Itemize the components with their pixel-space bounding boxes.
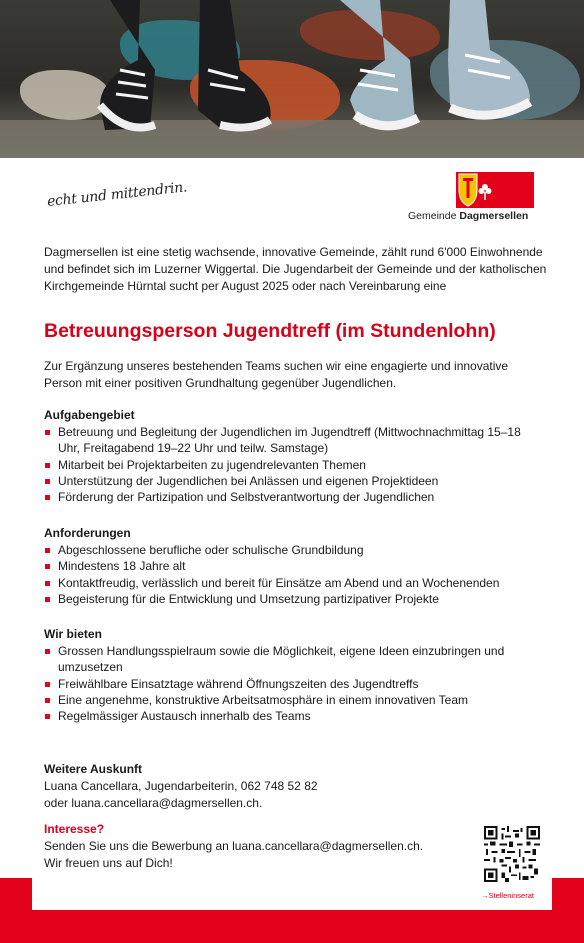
job-title: Betreuungsperson Jugendtreff (im Stundenlohn): [44, 320, 496, 342]
coat-of-arms-icon: [456, 172, 494, 208]
contact-email-line: oder luana.cancellara@dagmersellen.ch.: [44, 796, 263, 810]
contact-line: Luana Cancellara, Jugendarbeiterin, 062 748 52 82: [44, 779, 318, 793]
list-item: Eine angenehme, konstruktive Arbeitsatmosphäre in einem innovativen Team: [44, 692, 544, 708]
list-item: Mitarbeit bei Projektarbeiten zu jugendrelevanten Themen: [44, 457, 544, 473]
list-aufgabengebiet: [44, 424, 544, 505]
sneaker-image: [300, 0, 560, 140]
list-item: Mindestens 18 Jahre alt: [44, 558, 544, 574]
list-item: Förderung der Partizipation und Selbstverantwortung der Jugendlichen: [44, 489, 544, 505]
contact-heading: Weitere Auskunft: [44, 762, 143, 776]
qr-caption: →Stelleninserat: [481, 891, 534, 900]
application-text: Senden Sie uns die Bewerbung an luana.cancellara@dagmersellen.ch.: [44, 839, 424, 853]
closing-text: Wir freuen uns auf Dich!: [44, 856, 173, 870]
list-item: Kontaktfreudig, verlässlich und bereit für Einsätze am Abend und an Wochenenden: [44, 575, 544, 591]
list-item: Abgeschlossene berufliche oder schulische Grundbildung: [44, 542, 544, 558]
section-heading-anforderungen: Anforderungen: [44, 526, 131, 540]
team-text: Zur Ergänzung unseres bestehenden Teams suchen wir eine engagierte und innovative Person mit einer positiven Grundhaltung gegenüber Jugendlichen.: [44, 359, 509, 390]
list-wir-bieten: [44, 643, 544, 724]
section-heading-aufgabengebiet: Aufgabengebiet: [44, 408, 135, 422]
list-item: Regelmässiger Austausch innerhalb des Teams: [44, 708, 544, 724]
logo-text: Gemeinde Dagmersellen: [408, 210, 529, 222]
list-item: Grossen Handlungsspielraum sowie die Möglichkeit, eigene Ideen einzubringen und umzusetzen: [44, 643, 544, 676]
slogan: echt und mittendrin.: [46, 179, 188, 210]
header-photo: [0, 0, 584, 158]
list-item: Freiwählbare Einsatztage während Öffnungszeiten des Jugendtreffs: [44, 676, 544, 692]
section-heading-wir-bieten: Wir bieten: [44, 627, 102, 641]
list-item: Betreuung und Begleitung der Jugendlichen im Jugendtreff (Mittwochnachmittag 15–18 Uhr, Freitagabend 19–22 Uhr und teilw. Samstage): [44, 424, 544, 457]
sneaker-image: [80, 0, 280, 135]
interest-heading: Interesse?: [44, 822, 105, 836]
intro-text: Dagmersellen ist eine stetig wachsende, innovative Gemeinde, zählt rund 6'000 Einwohnende und befindet sich im Luzerner Wiggertal. Die Jugendarbeit der Gemeinde und der katholischen Kirchgemeinde Hürntal sucht per August 2025 oder nach Vereinbarung eine: [44, 245, 547, 293]
list-item: Unterstützung der Jugendlichen bei Anlässen und eigenen Projektideen: [44, 473, 544, 489]
list-anforderungen: [44, 542, 544, 607]
list-item: Begeisterung für die Entwicklung und Umsetzung partizipativer Projekte: [44, 591, 544, 607]
qr-code[interactable]: [484, 826, 540, 882]
